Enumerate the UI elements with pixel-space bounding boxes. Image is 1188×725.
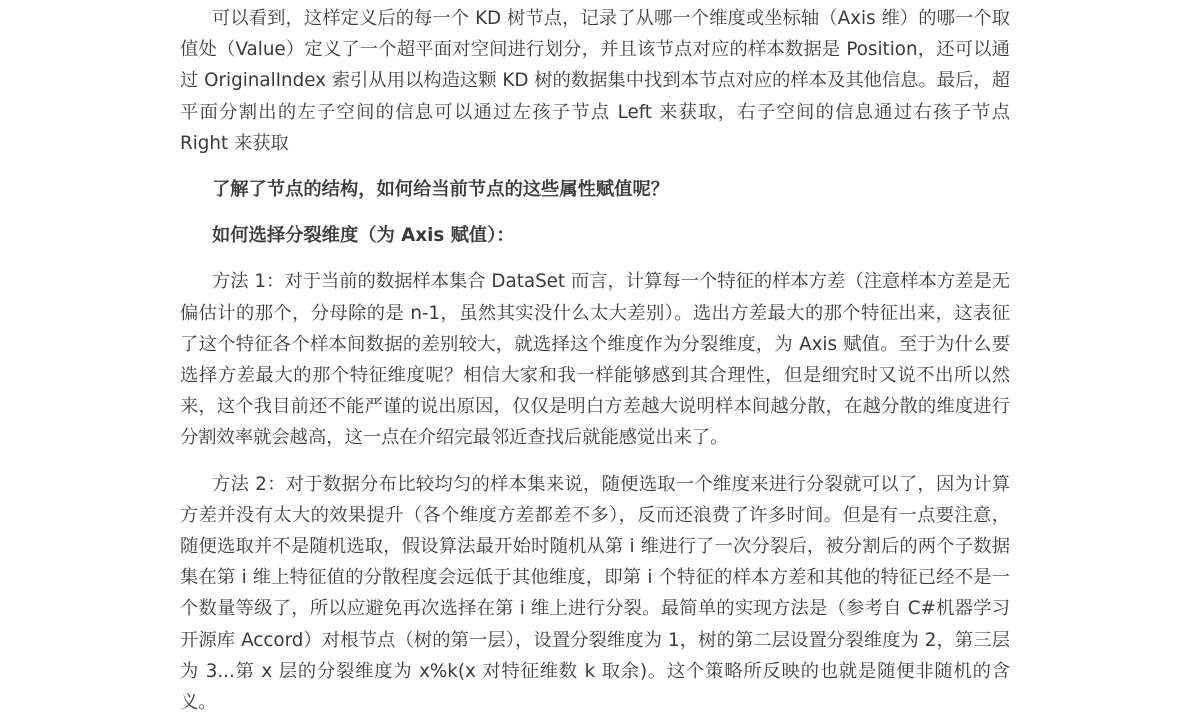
paragraph-split-dimension-heading: 如何选择分裂维度（为 Axis 赋值）： [212,225,515,247]
paragraph-method-2: 方法 2：对于数据分布比较均匀的样本集来说，随便选取一个维度来进行分裂就可以了，因为计算方差并没有太大的效果提升（各个维度方差都差不多），反而还浪费了许多时间。但是有一点要注意，随便选取并不是随机选取，假设算法最开始时随机从第 i 维进行了一次分裂后，被分割后的两个子数据集在第 i 维上特征值的分散程度会远低于其他维度，即第 i 个特征的样本方差和其他的特征已经不是一个数量等级了，所以应避免再次选择在第 i 维上进行分裂。最简单的实现方法是（参考自 C#机器学习开源库 Accord）对根节点（树的第一层），设置分裂维度为 1，树的第二层设置分裂维度为 2，第三层为 3...第 x 层的分裂维度为 x%k(x 对特征维数 k 取余)。这个策略所反映的也就是随便非随机的含义。 [180,473,1010,714]
paragraph-kd-node-definition: 可以看到，这样定义后的每一个 KD 树节点，记录了从哪一个维度或坐标轴（Axis 维）的哪一个取值处（Value）定义了一个超平面对空间进行划分，并且该节点对应的样本数据是 Position，还可以通过 OriginalIndex 索引从用以构造这颗 KD 树的数据集中找到本节点对应的样本及其他信息。最后，超平面分割出的左子空间的信息可以通过左孩子节点 Left 来获取，右子空间的信息通过右孩子节点 Right 来获取 [180,8,1010,154]
article-body [180,0,1010,718]
paragraph-question-heading: 了解了节点的结构，如何给当前节点的这些属性赋值呢？ [212,179,670,201]
paragraph-method-1: 方法 1：对于当前的数据样本集合 DataSet 而言，计算每一个特征的样本方差（注意样本方差是无偏估计的那个，分母除的是 n-1，虽然其实没什么太大差别）。选出方差最大的那个特征出来，这表征了这个特征各个样本间数据的差别较大，就选择这个维度作为分裂维度，为 Axis 赋值。至于为什么要选择方差最大的那个特征维度呢？相信大家和我一样能够感到其合理性，但是细究时又说不出所以然来，这个我目前还不能严谨的说出原因，仅仅是明白方差越大说明样本间越分散，在越分散的维度进行分割效率就会越高，这一点在介绍完最邻近查找后就能感觉出来了。 [180,271,1010,449]
